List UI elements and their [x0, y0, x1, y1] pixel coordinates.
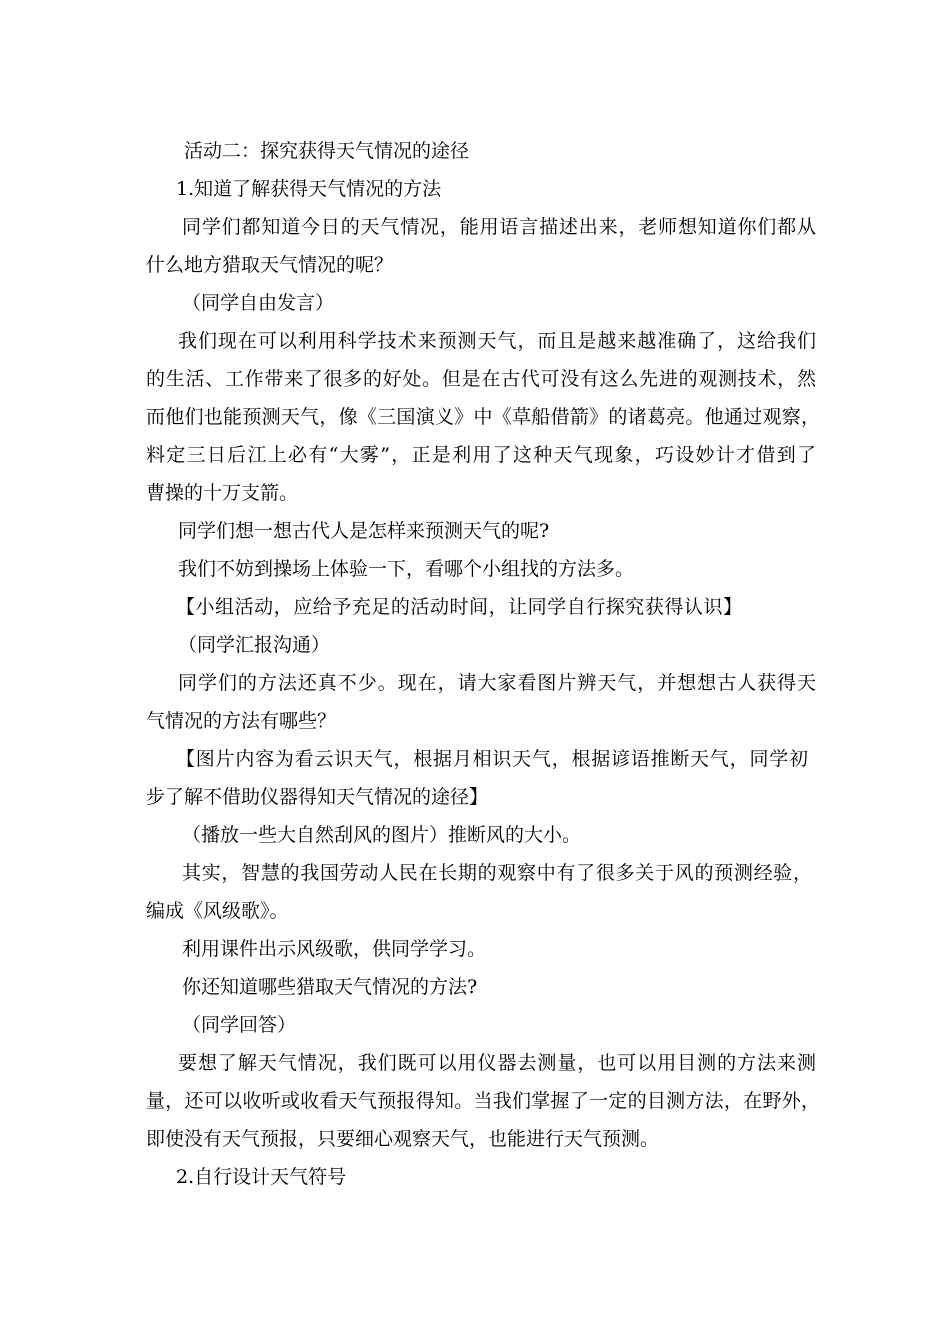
- paragraph-line: 料定三日后江上必有“大雾”，正是利用了这种天气现象，巧设妙计才借到了: [146, 444, 816, 466]
- paragraph-line: 即使没有天气预报，只要细心观察天气，也能进行天气预测。: [146, 1128, 660, 1150]
- paragraph-line: 量，还可以收听或收看天气预报得知。当我们掌握了一定的目测方法，在野外，: [146, 1090, 820, 1112]
- section-heading-1: 1.知道了解获得天气情况的方法: [176, 178, 442, 200]
- paragraph-line: 同学们想一想古代人是怎样来预测天气的呢?: [178, 520, 550, 542]
- paragraph-line: 气情况的方法有哪些？: [146, 710, 337, 732]
- paragraph-line: 我们不妨到操场上体验一下，看哪个小组找的方法多。: [178, 558, 635, 580]
- teaching-note: 【小组活动，应给予充足的活动时间，让同学自行探究获得认识】: [176, 596, 742, 618]
- paragraph-line: 其实，智慧的我国劳动人民在长期的观察中有了很多关于风的预测经验，: [182, 862, 812, 884]
- paragraph-line: 利用课件出示风级歌，供同学学习。: [182, 938, 487, 960]
- paragraph-line: 你还知道哪些猎取天气情况的方法?: [182, 976, 478, 998]
- paragraph-line: 我们现在可以利用科学技术来预测天气，而且是越来越准确了，这给我们: [178, 330, 816, 352]
- paragraph-line: （同学自由发言）: [182, 292, 335, 314]
- paragraph-line: 的生活、工作带来了很多的好处。但是在古代可没有这么先进的观测技术，然: [146, 368, 816, 390]
- teaching-note: 步了解不借助仪器得知天气情况的途径】: [146, 786, 489, 808]
- paragraph-line: 编成《风级歌》。: [146, 900, 289, 922]
- paragraph-line: 什么地方猎取天气情况的呢？: [146, 254, 394, 276]
- section-heading-2: 2.自行设计天气符号: [176, 1166, 347, 1188]
- paragraph-line: （播放一些大自然刮风的图片）推断风的大小。: [182, 824, 582, 846]
- paragraph-line: （同学汇报沟通）: [178, 634, 331, 656]
- teaching-note: 【图片内容为看云识天气，根据月相识天气，根据谚语推断天气，同学初: [176, 748, 808, 770]
- paragraph-line: 同学们的方法还真不少。现在，请大家看图片辨天气，并想想古人获得天: [178, 672, 816, 694]
- paragraph-line: 曹操的十万支箭。: [146, 482, 299, 504]
- activity-heading: 活动二：探究获得天气情况的途径: [184, 140, 470, 162]
- paragraph-line: （同学回答）: [182, 1014, 297, 1036]
- paragraph-line: 同学们都知道今日的天气情况，能用语言描述出来，老师想知道你们都从: [182, 216, 816, 238]
- paragraph-line: 而他们也能预测天气，像《三国演义》中《草船借箭》的诸葛亮。他通过观察，: [146, 406, 820, 428]
- paragraph-line: 要想了解天气情况，我们既可以用仪器去测量，也可以用目测的方法来测: [178, 1052, 816, 1074]
